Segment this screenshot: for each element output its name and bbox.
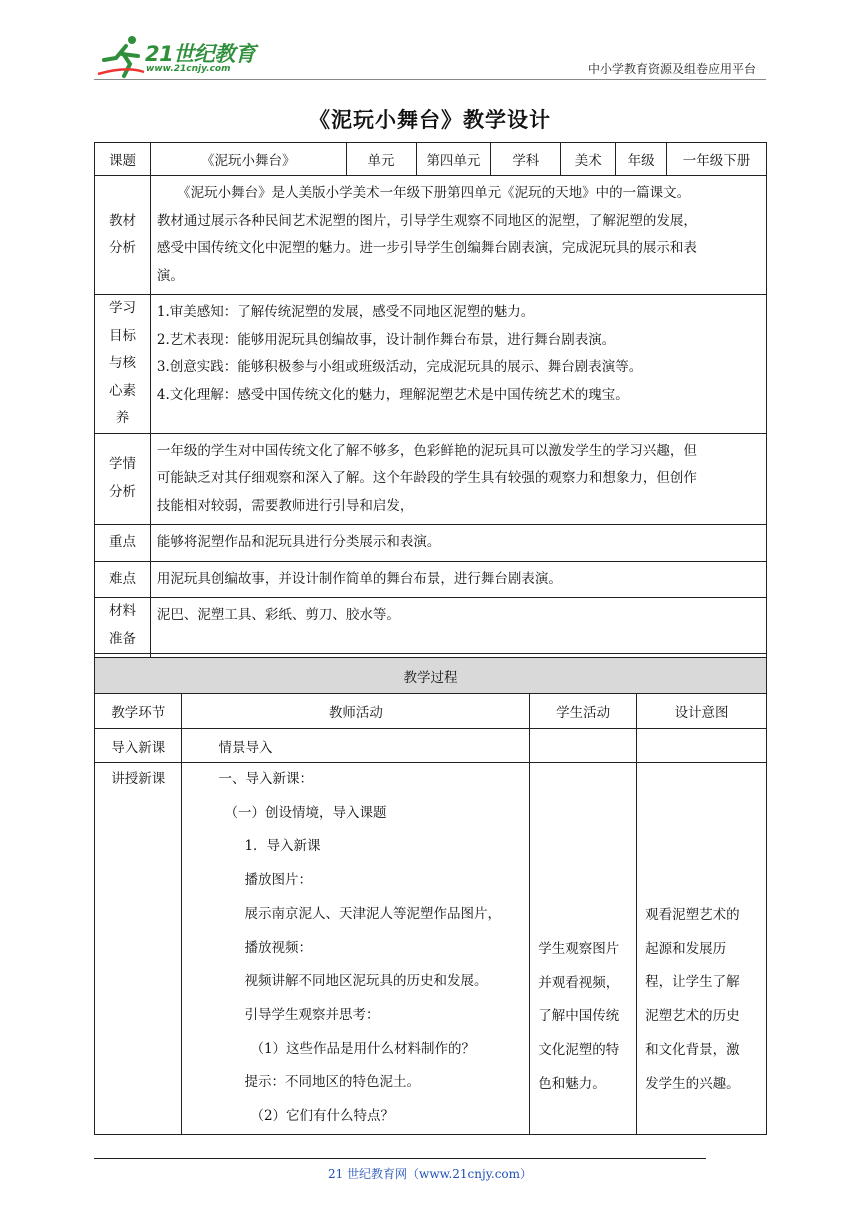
section-label: 材料 准备 [95,598,151,654]
process-heading: 教学过程 [95,658,767,694]
process-heading-row [95,658,767,694]
section-label: 难点 [95,561,151,598]
platform-label: 中小学教育资源及组卷应用平台 [587,62,756,76]
info-table [94,142,767,683]
section-row [95,176,767,295]
section-label: 教材 分析 [95,176,151,295]
footer-divider [94,1158,706,1159]
intent-cell: 观看泥塑艺术的 起源和发展历 程，让学生了解 泥塑艺术的历史 和文化背景，激 发学生的兴趣。 [637,763,767,1135]
section-row [95,433,767,525]
subject-value: 美术 [561,143,616,176]
page-header [0,0,860,90]
process-table [94,657,767,1135]
label-subject: 学科 [491,143,561,176]
section-content: 一年级的学生对中国传统文化了解不够多，色彩鲜艳的泥玩具可以激发学生的学习兴趣，但 可能缺乏对其仔细观察和深入了解。这个年龄段的学生具有较强的观察力和想象力，但创作 技能相对较弱，需要教师进行引导和启发， [150,433,766,525]
label-course: 课题 [95,143,151,176]
logo-url: www.21cnjy.com [146,64,231,74]
section-row [95,598,767,654]
student-cell: 学生观察图片 并观看视频， 了解中国传统 文化泥塑的特 色和魅力。 [530,763,637,1135]
intent-cell [637,729,767,763]
stage-cell: 导入新课 [95,729,182,763]
student-cell [530,729,637,763]
section-row [95,295,767,434]
teacher-cell: 一、导入新课： （一）创设情境，导入课题 1．导入新课 播放图片： 展示南京泥人、天津泥人等泥塑作品图片， 播放视频： 视频讲解不同地区泥玩具的历史和发展。 引导学生观察并思考： （1）这些作品是用什么材料制作的？ 提示：不同地区的特色泥土。 （2）它们有什么特点？ [182,763,530,1135]
section-content: 1.审美感知：了解传统泥塑的发展，感受不同地区泥塑的魅力。 2.艺术表现：能够用泥玩具创编故事，设计制作舞台布景，进行舞台剧表演。 3.创意实践：能够积极参与小组或班级活动，完成泥玩具的展示、舞台剧表演等。 4.文化理解：感受中国传统文化的魅力，理解泥塑艺术是中国传统艺术的瑰宝。 [150,295,766,434]
header-divider [94,79,766,80]
section-content: 能够将泥塑作品和泥玩具进行分类展示和表演。 [150,525,766,562]
info-row [95,143,767,176]
document-title: 《泥玩小舞台》教学设计 [309,107,551,132]
section-row [95,525,767,562]
unit-value: 第四单元 [416,143,491,176]
footer-text: 21 世纪教育网（www.21cnjy.com） [327,1167,533,1181]
course-value: 《泥玩小舞台》 [150,143,346,176]
teacher-cell: 情景导入 [182,729,530,763]
section-content: 泥巴、泥塑工具、彩纸、剪刀、胶水等。 [150,598,766,654]
label-grade: 年级 [616,143,667,176]
grade-value: 一年级下册 [667,143,767,176]
section-content: 用泥玩具创编故事，并设计制作简单的舞台布景，进行舞台剧表演。 [150,561,766,598]
logo-text: 21世纪教育 [145,42,256,66]
label-unit: 单元 [346,143,416,176]
column-header: 教学环节 [95,694,182,729]
column-header: 学生活动 [530,694,637,729]
process-columns-row [95,694,767,729]
column-header: 设计意图 [637,694,767,729]
process-row-main [95,763,767,1135]
stage-cell: 讲授新课 [95,763,182,1135]
section-label: 学习 目标 与核 心素 养 [95,295,151,434]
section-label: 重点 [95,525,151,562]
section-row [95,561,767,598]
section-content: 《泥玩小舞台》是人美版小学美术一年级下册第四单元《泥玩的天地》中的一篇课文。 教材通过展示各种民间艺术泥塑的图片，引导学生观察不同地区的泥塑，了解泥塑的发展， 感受中国传统文化中泥塑的魅力。进一步引导学生创编舞台剧表演，完成泥玩具的展示和表 演。 [150,176,766,295]
column-header: 教师活动 [182,694,530,729]
section-label: 学情 分析 [95,433,151,525]
process-row-intro [95,729,767,763]
